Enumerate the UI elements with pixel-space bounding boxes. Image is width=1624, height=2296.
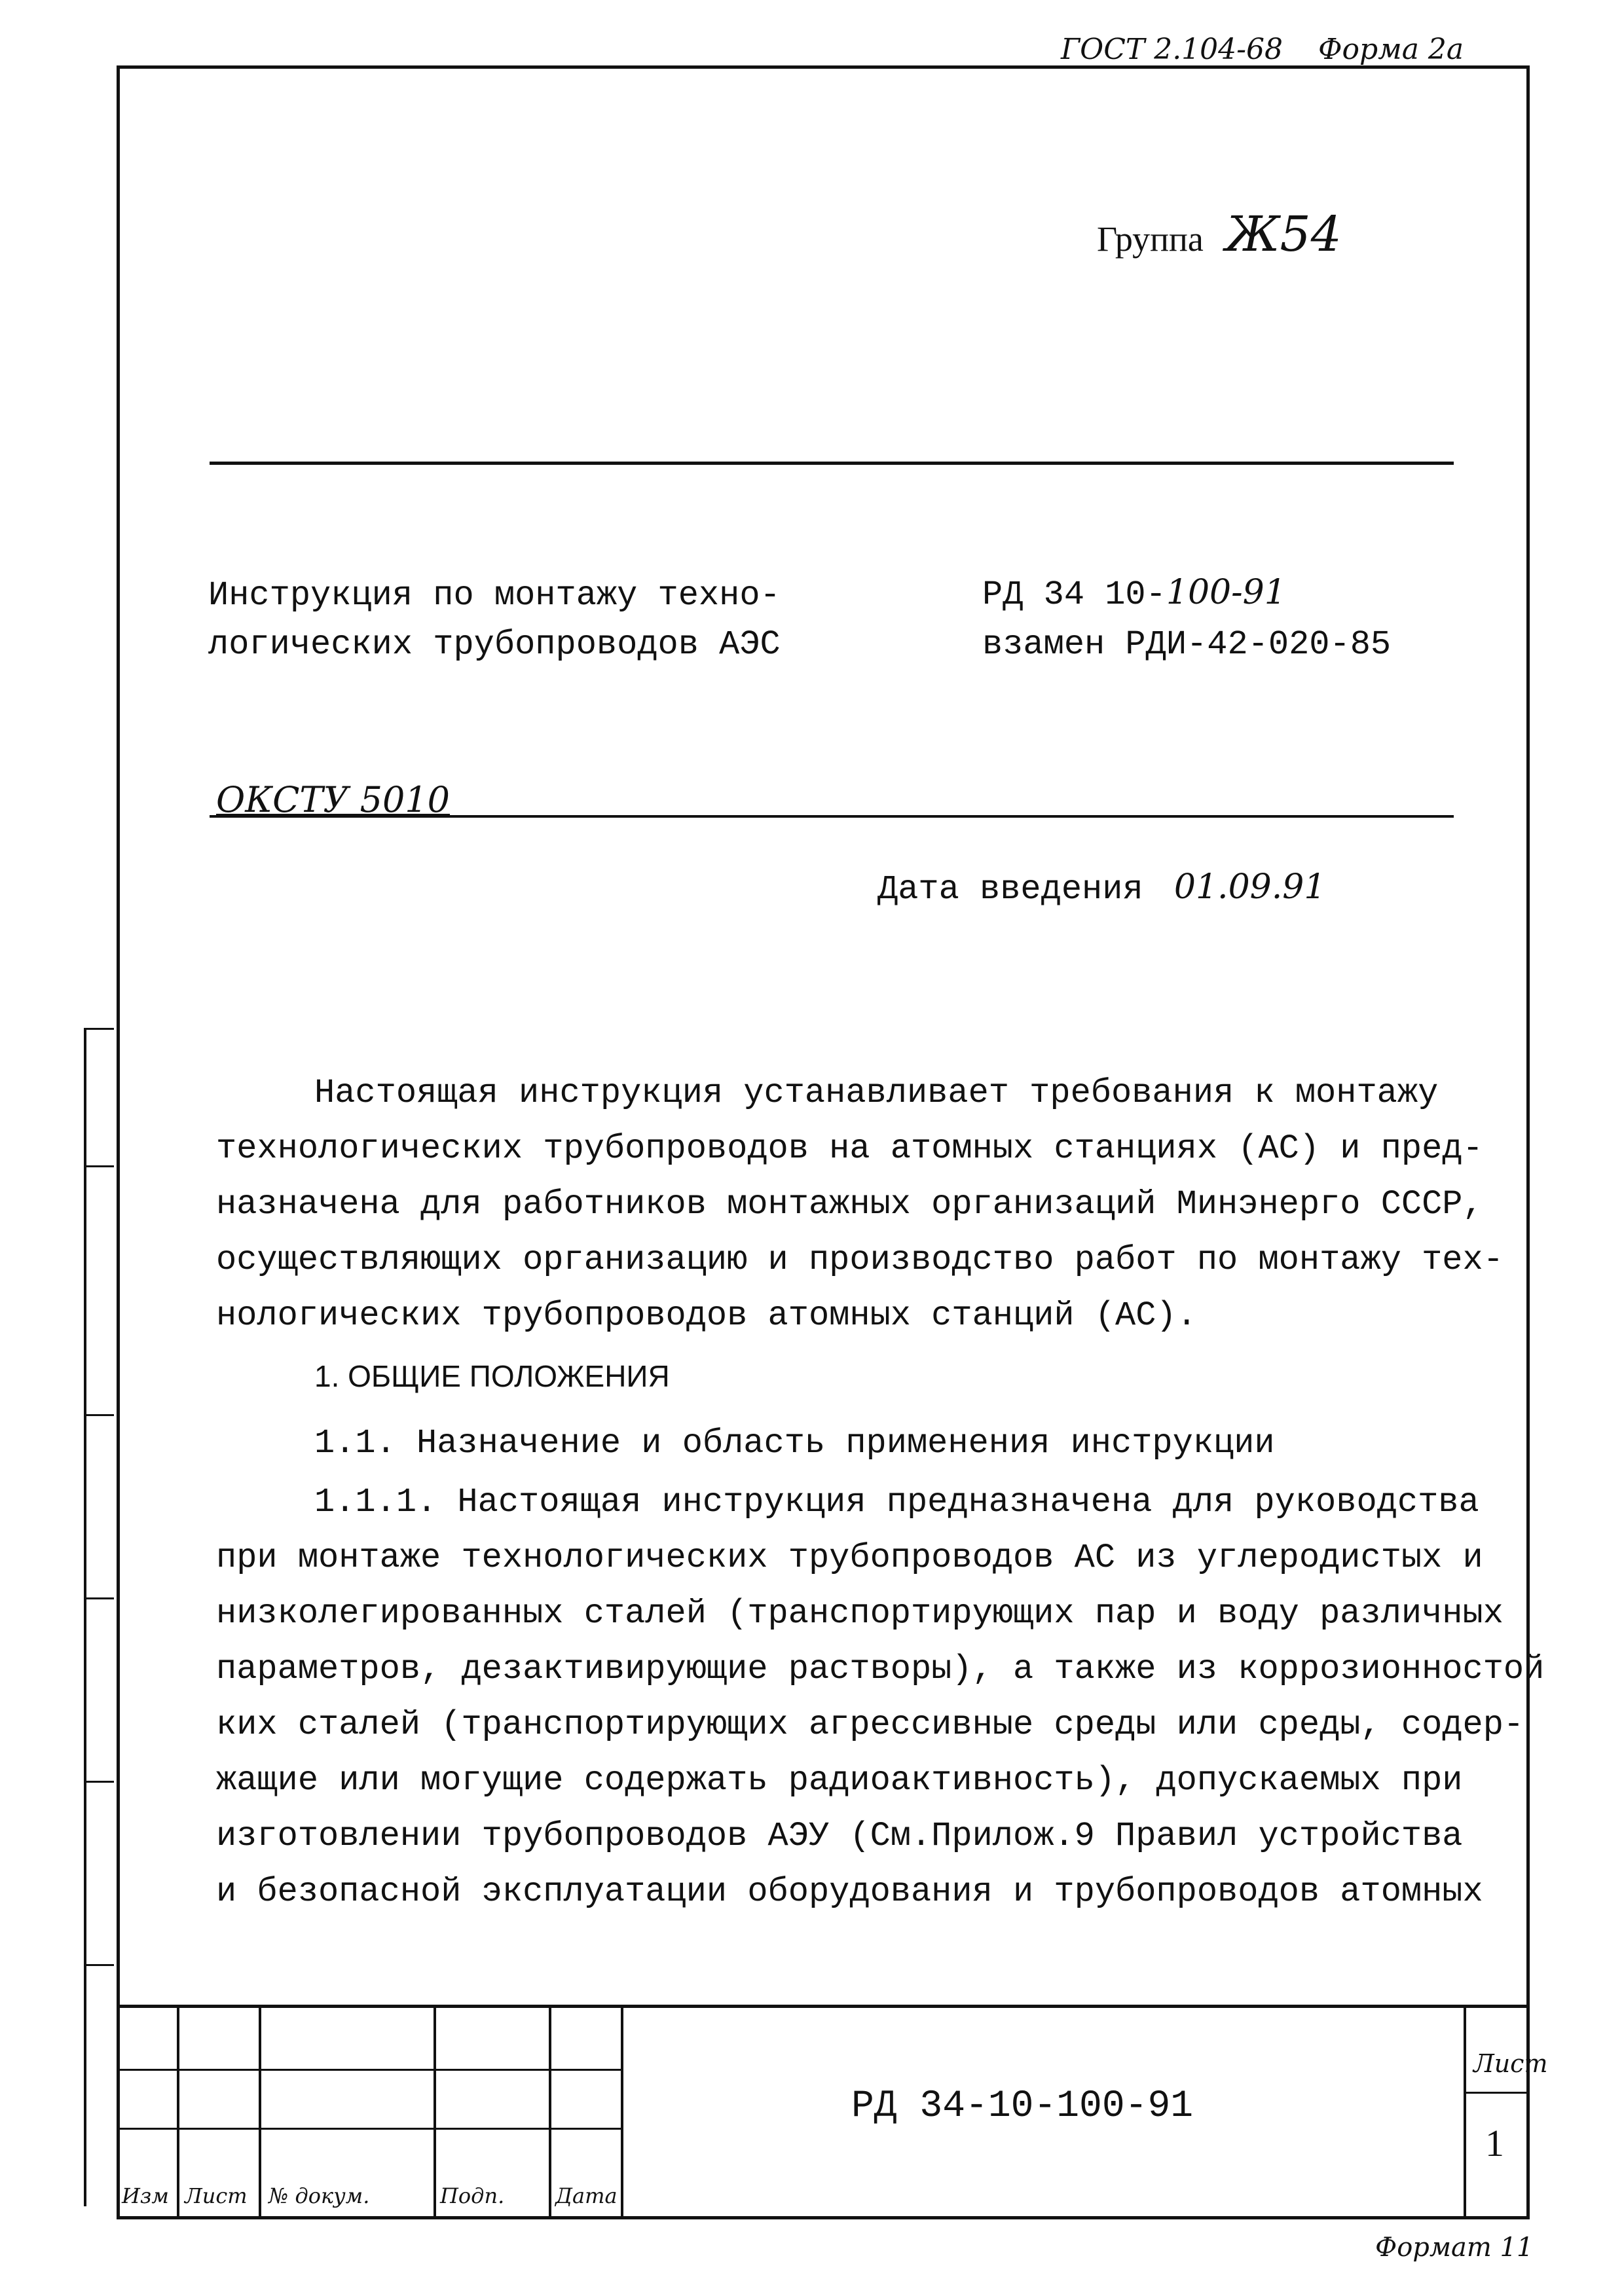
- okstu-code: ОКСТУ 5010: [216, 779, 451, 820]
- intro-line: технологических трубопроводов на атомных станциях (АС) и пред-: [216, 1129, 1483, 1168]
- intro-line: осуществляющих организацию и производство работ по монтажу тех-: [216, 1241, 1504, 1279]
- group-value: Ж54: [1225, 206, 1342, 263]
- clause-line: изготовлении трубопроводов АЭУ (См.Прилож.9 Правил устройства: [216, 1817, 1463, 1855]
- clause-line: при монтаже технологических трубопроводов АС из углеродистых и: [216, 1539, 1483, 1577]
- doc-title-line-2: логических трубопроводов АЭС: [208, 625, 781, 664]
- stamp-sheet-label: Лист: [1473, 2049, 1548, 2078]
- stamp-col-doc: № докум.: [268, 2183, 370, 2208]
- group-label: Группа: [1097, 219, 1204, 259]
- doc-code: [982, 573, 1286, 614]
- date-value: 01.09.91: [1173, 867, 1326, 907]
- stamp-col-list: Лист: [185, 2183, 248, 2208]
- date-introduction: [877, 867, 1325, 909]
- group-line: [1097, 206, 1342, 263]
- gost-ref-text: ГОСТ 2.104-68: [1061, 33, 1283, 66]
- date-label: Дата введения: [877, 870, 1143, 909]
- doc-title-line-1: Инструкция по монтажу техно-: [208, 576, 781, 615]
- stamp-col-sign: Подп.: [440, 2183, 505, 2208]
- doc-code-prefix: РД 34 10-: [982, 575, 1166, 614]
- clause-line: низколегированных сталей (транспортирующих пар и воду различных: [216, 1594, 1504, 1633]
- stamp-sheet-number: 1: [1485, 2122, 1504, 2164]
- intro-line: нологических трубопроводов атомных станций (АС).: [216, 1296, 1197, 1335]
- replaces-code: взамен РДИ-42-020-85: [982, 625, 1392, 664]
- section-subheading: 1.1. Назначение и область применения инструкции: [314, 1424, 1275, 1463]
- form-ref-text: Форма 2а: [1318, 33, 1464, 66]
- stamp-col-date: Дата: [555, 2183, 618, 2208]
- stamp-col-izm: Изм: [122, 2183, 169, 2208]
- intro-line: Настоящая инструкция устанавливает требования к монтажу: [314, 1074, 1439, 1112]
- clause-line: и безопасной эксплуатации оборудования и трубопроводов атомных: [216, 1872, 1483, 1911]
- intro-line: назначена для работников монтажных организаций Минэнерго СССР,: [216, 1185, 1483, 1224]
- okstu-divider: [210, 815, 1454, 818]
- clause-line: 1.1.1. Настоящая инструкция предназначена для руководства: [314, 1483, 1479, 1522]
- clause-line: параметров, дезактивирующие растворы), а также из коррозионностой: [216, 1650, 1545, 1688]
- format-label: Формат 11: [1375, 2232, 1534, 2263]
- clause-line: жащие или могущие содержать радиоактивность), допускаемых при: [216, 1761, 1463, 1800]
- top-divider: [210, 462, 1454, 465]
- gost-reference: [1061, 33, 1464, 66]
- section-heading: 1. ОБЩИЕ ПОЛОЖЕНИЯ: [314, 1359, 670, 1393]
- doc-code-number: 100-91: [1166, 573, 1286, 612]
- stamp-doc-code: РД 34-10-100-91: [851, 2085, 1194, 2128]
- clause-line: ких сталей (транспортирующих агрессивные среды или среды, содер-: [216, 1705, 1524, 1744]
